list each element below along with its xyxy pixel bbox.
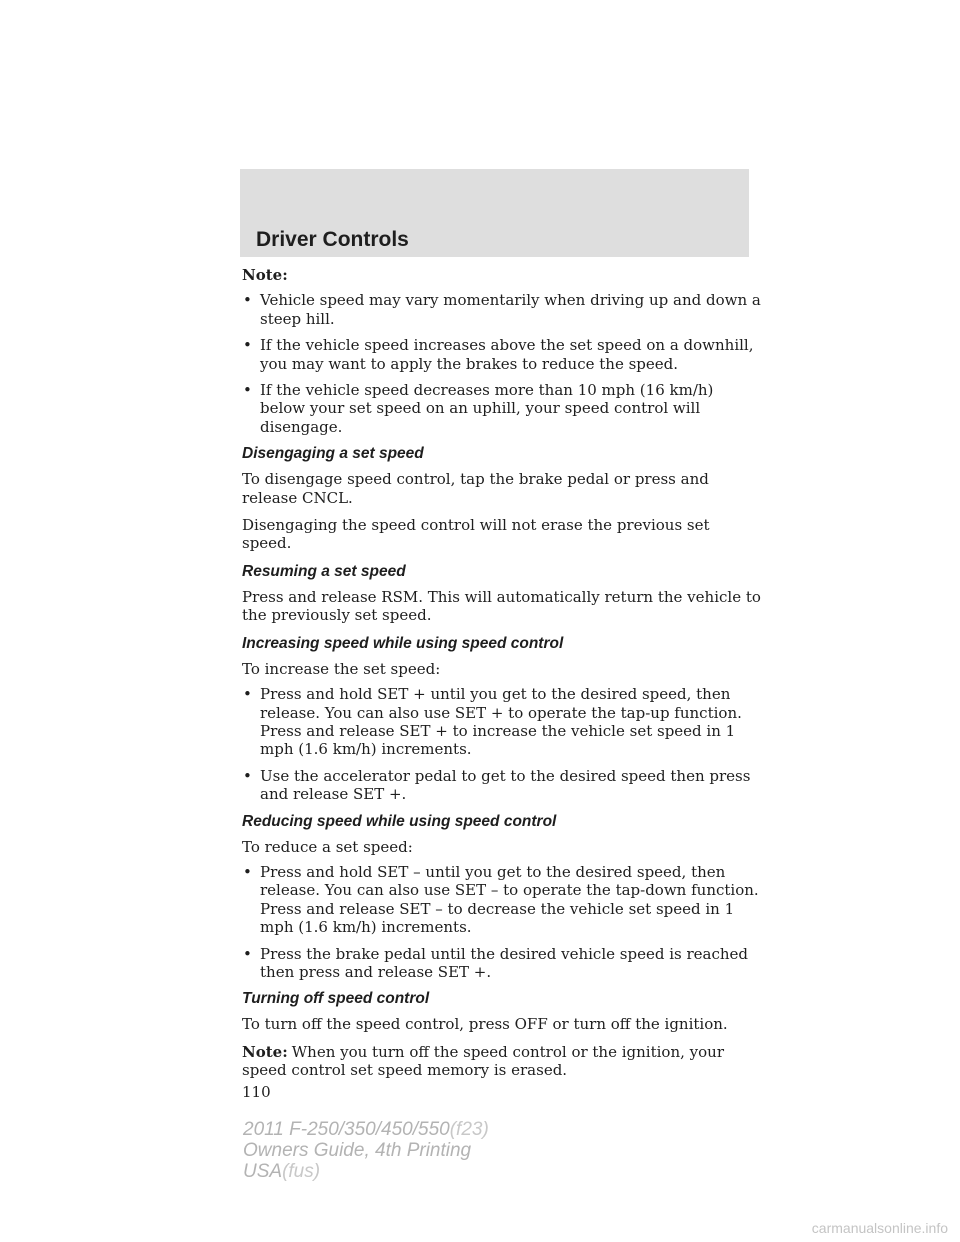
- list-item: • Press the brake pedal until the desired vehicle speed is reached then press and release SET +.: [242, 945, 762, 982]
- heading-increasing: Increasing speed while using speed control: [242, 634, 564, 652]
- list-item: • Press and hold SET – until you get to the desired speed, then release. You can also use SET – to operate the tap-down function. Press and release SET – to decrease the vehicle set speed in 1 mph (1.6 km/h) increments.: [242, 863, 762, 937]
- list-item: • Vehicle speed may vary momentarily when driving up and down a steep hill.: [242, 291, 762, 328]
- reduce-list: [242, 863, 762, 981]
- footer-model-code: (f23): [449, 1119, 489, 1140]
- list-item: • Press and hold SET + until you get to the desired speed, then release. You can also use SET + to operate the tap-up function. Press and release SET + to increase the vehicle set speed in 1 mph (1.6 km/h) increments.: [242, 685, 762, 759]
- footer-line-2: Owners Guide, 4th Printing: [243, 1140, 472, 1161]
- footer-line-3: [243, 1161, 489, 1182]
- paragraph: To reduce a set speed:: [242, 837, 413, 856]
- increase-list: [242, 685, 762, 803]
- paragraph: To increase the set speed:: [242, 659, 441, 678]
- paragraph: Press and release RSM. This will automatically return the vehicle to the previously set speed.: [242, 587, 761, 625]
- page-number: 110: [242, 1082, 271, 1101]
- list-item: • Use the accelerator pedal to get to the desired speed then press and release SET +.: [242, 767, 762, 804]
- paragraph: To turn off the speed control, press OFF or turn off the ignition.: [242, 1015, 728, 1034]
- footer-market: USA: [243, 1161, 283, 1182]
- footer-model: 2011 F-250/350/450/550: [243, 1119, 450, 1140]
- note-list: [242, 291, 762, 436]
- note-label: Note:: [242, 266, 288, 284]
- heading-turning-off: Turning off speed control: [242, 990, 430, 1008]
- note-text: When you turn off the speed control or the ignition, your speed control set speed memory is erased.: [242, 1042, 724, 1080]
- note-label-inline: Note:: [242, 1042, 288, 1061]
- footer-print-info: [243, 1119, 489, 1182]
- watermark: carmanualsonline.info: [811, 1220, 948, 1236]
- list-item: • If the vehicle speed decreases more than 10 mph (16 km/h) below your set speed on an uphill, your speed control will disengage.: [242, 381, 762, 436]
- footer-line-1: [243, 1119, 489, 1140]
- section-title: Driver Controls: [256, 228, 409, 251]
- paragraph: To disengage speed control, tap the brake pedal or press and release CNCL.: [242, 470, 709, 507]
- paragraph: Disengaging the speed control will not erase the previous set speed.: [242, 516, 710, 553]
- heading-resuming: Resuming a set speed: [242, 562, 406, 580]
- list-item: • If the vehicle speed increases above the set speed on a downhill, you may want to apply the brakes to reduce the speed.: [242, 336, 762, 373]
- heading-reducing: Reducing speed while using speed control: [242, 812, 557, 830]
- page-content: [242, 266, 762, 1101]
- heading-disengaging: Disengaging a set speed: [242, 445, 424, 463]
- footer-market-code: (fus): [282, 1161, 321, 1182]
- note-paragraph: [242, 1043, 762, 1080]
